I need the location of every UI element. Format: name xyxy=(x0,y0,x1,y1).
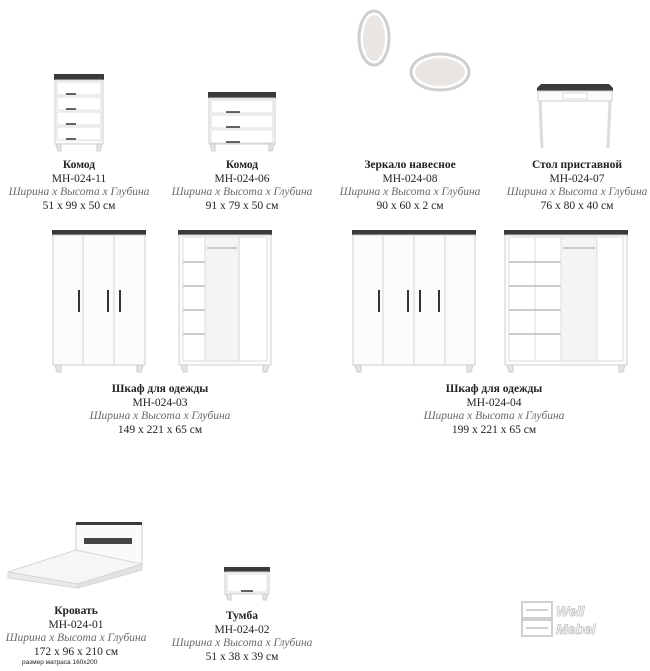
dimension-label: Ширина х Высота х Глубина xyxy=(339,186,481,198)
product-dimensions: 149 х 221 х 65 см xyxy=(117,423,203,436)
product-caption xyxy=(70,383,250,437)
product-dimensions: 51 х 99 х 50 см xyxy=(42,199,116,212)
product-caption xyxy=(163,159,321,213)
bed-image xyxy=(4,520,146,588)
wardrobe-4-open-image xyxy=(502,228,630,373)
product-name: Стол приставной xyxy=(531,159,623,171)
product-code: МН-024-04 xyxy=(466,396,522,409)
chest-tall-image xyxy=(52,72,106,152)
chest-wide-image xyxy=(206,90,278,152)
logo-line1: Well xyxy=(556,603,585,619)
dimension-label: Ширина х Высота х Глубина xyxy=(171,637,313,649)
wardrobe-3-closed-image xyxy=(50,228,148,373)
product-dimensions: 172 х 96 х 210 см xyxy=(33,645,119,658)
console-table-image xyxy=(533,82,617,152)
product-code: МН-024-01 xyxy=(48,618,104,631)
product-code: МН-024-03 xyxy=(132,396,188,409)
product-dimensions: 76 х 80 х 40 см xyxy=(540,199,614,212)
product-name: Кровать xyxy=(54,605,98,617)
product-dimensions: 51 х 38 х 39 см xyxy=(205,650,279,663)
product-dimensions: 199 х 221 х 65 см xyxy=(451,423,537,436)
product-name: Тумба xyxy=(225,610,259,622)
dimension-label: Ширина х Высота х Глубина xyxy=(506,186,648,198)
mattress-note: размер матраса 160х200 xyxy=(22,659,98,666)
product-name: Комод xyxy=(62,159,96,171)
product-code: МН-024-02 xyxy=(214,623,270,636)
product-caption xyxy=(162,610,322,664)
product-name: Комод xyxy=(225,159,259,171)
product-name: Зеркало навесное xyxy=(364,159,456,171)
nightstand-image xyxy=(222,565,272,601)
product-code: МН-024-11 xyxy=(51,172,107,185)
dimension-label: Ширина х Высота х Глубина xyxy=(5,632,147,644)
product-name: Шкаф для одежды xyxy=(445,383,543,395)
logo-line2: Mebel xyxy=(556,621,596,637)
mirror-image xyxy=(356,6,476,96)
dimension-label: Ширина х Высота х Глубина xyxy=(423,410,565,422)
product-caption xyxy=(0,605,152,667)
product-caption xyxy=(404,383,584,437)
wardrobe-3-open-image xyxy=(176,228,274,373)
brand-logo xyxy=(520,600,620,640)
wardrobe-4-closed-image xyxy=(350,228,478,373)
product-caption xyxy=(0,159,158,213)
product-code: МН-024-08 xyxy=(382,172,438,185)
product-caption xyxy=(498,159,650,213)
product-code: МН-024-07 xyxy=(549,172,605,185)
product-dimensions: 91 х 79 х 50 см xyxy=(205,199,279,212)
product-name: Шкаф для одежды xyxy=(111,383,209,395)
product-dimensions: 90 х 60 х 2 см xyxy=(376,199,444,212)
dimension-label: Ширина х Высота х Глубина xyxy=(89,410,231,422)
product-caption xyxy=(331,159,489,213)
dimension-label: Ширина х Высота х Глубина xyxy=(8,186,150,198)
product-code: МН-024-06 xyxy=(214,172,270,185)
dimension-label: Ширина х Высота х Глубина xyxy=(171,186,313,198)
